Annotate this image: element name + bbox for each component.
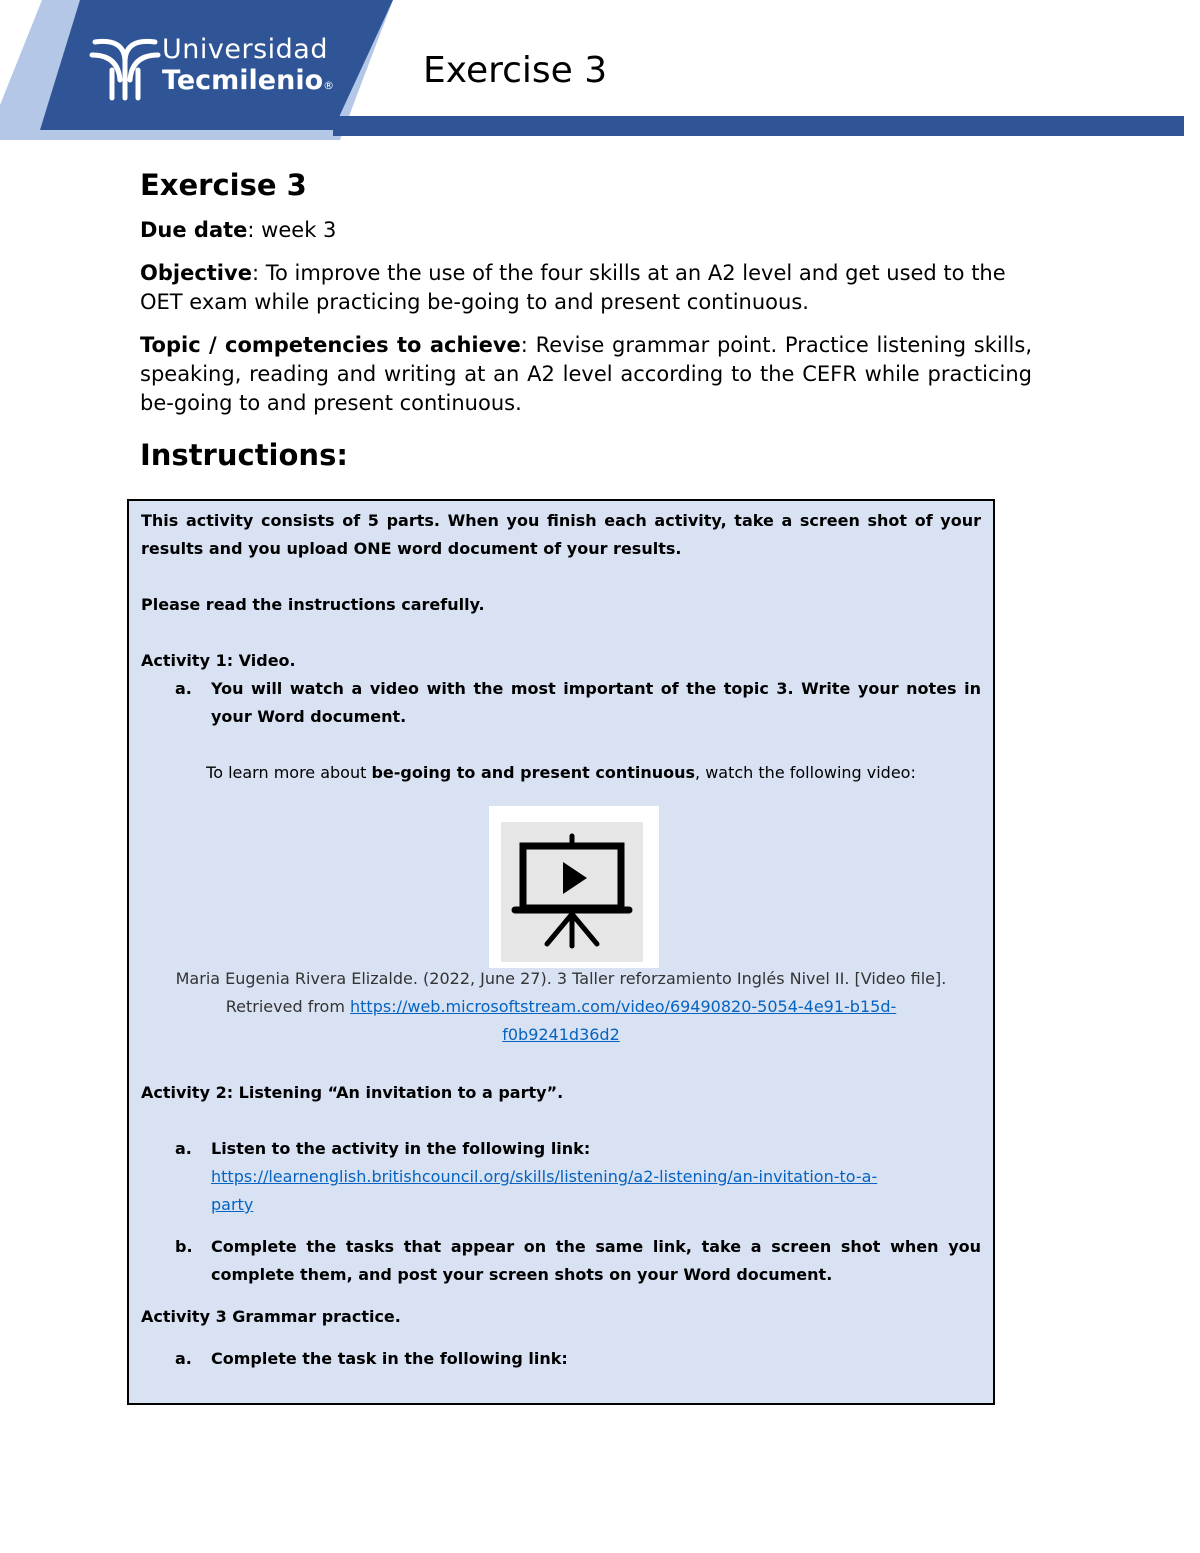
- document-body: [140, 168, 1032, 472]
- instructions-content: [141, 507, 981, 1368]
- logo-line-tecmilenio: Tecmilenio®: [162, 65, 335, 96]
- citation-line-2: Retrieved from https://web.microsoftstream.com/video/69490820-5054-4e91-b15d-: [225, 997, 897, 1016]
- please-read: Please read the instructions carefully.: [141, 595, 485, 614]
- activity-2-title: Activity 2: Listening “An invitation to a party”.: [141, 1083, 564, 1102]
- activity-3-item-a: a. Complete the task in the following link:: [141, 1345, 981, 1373]
- activity-2-item-a: a. Listen to the activity in the following link: https://learnenglish.britishcouncil.org/skills/listening/a2-listening/an-invitation-to-a- party: [141, 1135, 981, 1219]
- intro-line-1: This activity consists of 5 parts. When you finish each activity, take a screen shot of your: [141, 511, 981, 530]
- video-link[interactable]: https://web.microsoftstream.com/video/69490820-5054-4e91-b15d-: [350, 997, 897, 1016]
- objective: Objective: To improve the use of the four skills at an A2 level and get used to the OET exam while practicing be-going to and present continuous.: [140, 261, 1006, 314]
- listening-link-continued[interactable]: party: [211, 1195, 254, 1214]
- video-link-continued[interactable]: f0b9241d36d2: [502, 1025, 620, 1044]
- list-marker: a.: [175, 679, 192, 698]
- list-marker: b.: [175, 1237, 193, 1256]
- presentation-play-icon: [501, 822, 643, 962]
- video-citation: [141, 965, 981, 1049]
- instructions-box: [127, 499, 995, 1405]
- due-date: Due date: week 3: [140, 218, 337, 242]
- list-marker: a.: [175, 1349, 192, 1368]
- intro-line-2: results and you upload ONE word document of your results.: [141, 539, 682, 558]
- page-title: Exercise 3: [140, 168, 307, 202]
- activity-1-title: Activity 1: Video.: [141, 651, 296, 670]
- logo-wordmark: [162, 36, 334, 94]
- listening-link[interactable]: https://learnenglish.britishcouncil.org/skills/listening/a2-listening/an-invitation-to-a-: [211, 1167, 878, 1186]
- list-marker: a.: [175, 1139, 192, 1158]
- registered-mark: ®: [323, 79, 335, 92]
- activity-1-item-a: a. You will watch a video with the most important of the topic 3. Write your notes in your Word document.: [141, 675, 981, 731]
- activities-2-3: [141, 1079, 981, 1373]
- topic-competencies: Topic / competencies to achieve: Revise grammar point. Practice listening skills, speaking, reading and writing at an A2 level according to the CEFR while practicing be-going to and present continuous.: [140, 333, 1032, 415]
- instructions-heading: Instructions:: [140, 438, 348, 472]
- activity-2-item-b: b. Complete the tasks that appear on the same link, take a screen shot when you complete them, and post your screen shots on your Word document.: [141, 1233, 981, 1289]
- activity-3-title: Activity 3 Grammar practice.: [141, 1307, 401, 1326]
- logo-line-universidad: Universidad: [162, 34, 328, 65]
- citation-line-1: Maria Eugenia Rivera Elizalde. (2022, June 27). 3 Taller reforzamiento Inglés Nivel II. [Video file].: [175, 969, 947, 988]
- learn-more-line: To learn more about be-going to and present continuous, watch the following video:: [206, 763, 916, 782]
- header-bar: [333, 116, 1184, 136]
- video-thumbnail[interactable]: [489, 806, 659, 968]
- header-title: Exercise 3: [423, 50, 608, 91]
